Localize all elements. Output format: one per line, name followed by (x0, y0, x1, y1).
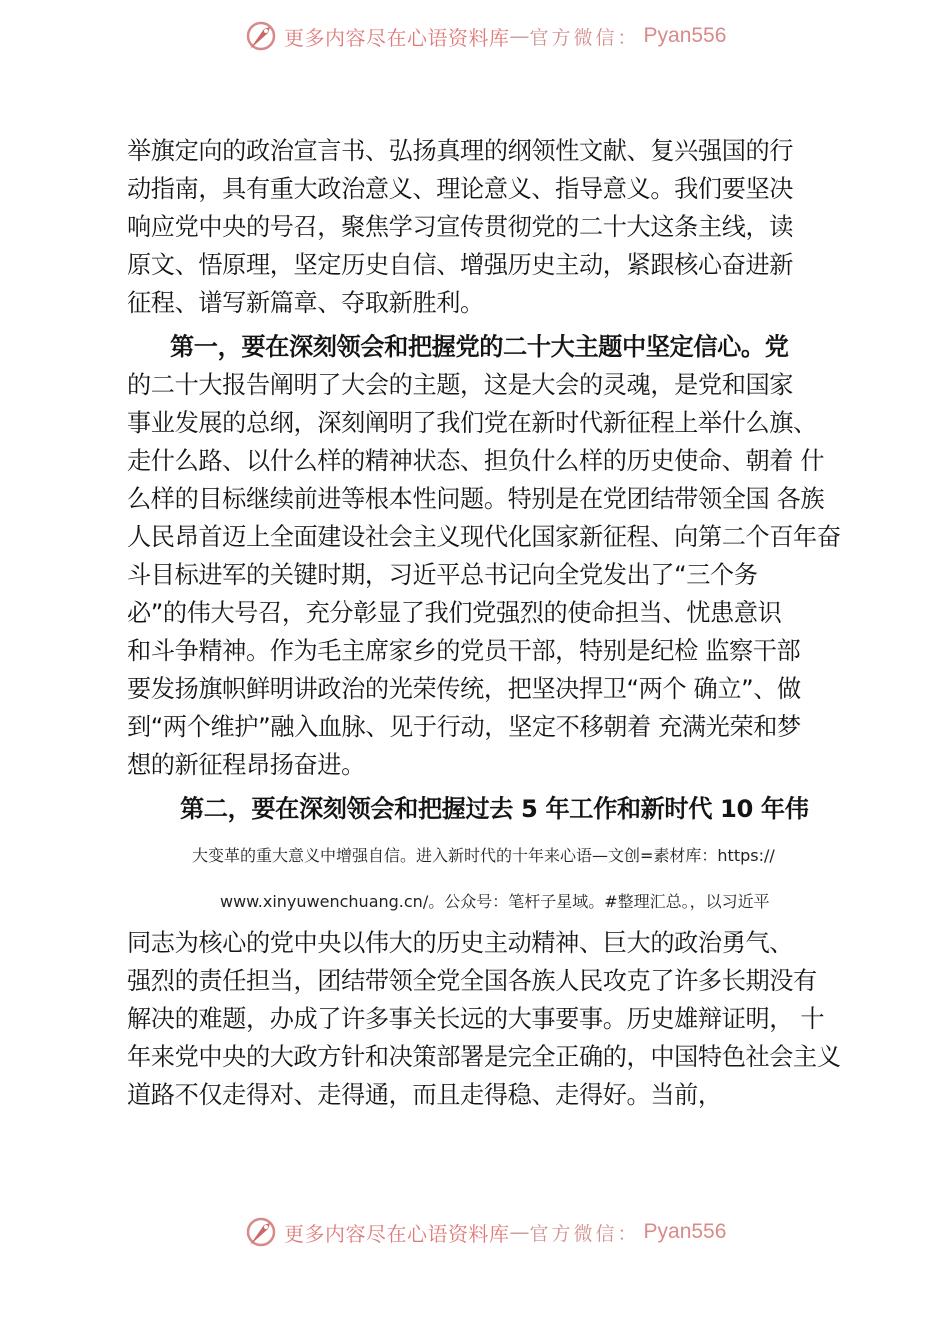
banner-dash: — (509, 24, 530, 48)
text-line: 年来党中央的大政方针和决策部署是完全正确的，中国特色社会主义 (127, 1043, 841, 1071)
text-line: 征程、谱写新篇章、夺取新胜利。 (127, 289, 484, 317)
text-line: 到“两个维护”融入血脉、见于行动，坚定不移朝着 充满光荣和梦 (127, 713, 801, 741)
banner-wechat-label: 官方微信： (529, 26, 640, 49)
small-text-line: www.xinyuwenchuang.cn/。公众号：笔杆子星域。#整理汇总。，以习近平 (220, 892, 770, 911)
text-line: 么样的目标继续前进等根本性问题。特别是在党团结带领全国 各族 (127, 485, 825, 513)
text-line: 强烈的责任担当，团结带领全党全国各族人民攻克了许多长期没有 (127, 967, 817, 995)
text-line: 动指南，具有重大政治意义、理论意义、指导意义。我们要坚决 (127, 175, 794, 203)
text-line: 事业发展的总纲，深刻阐明了我们党在新时代新征程上举什么旗、 (127, 409, 817, 437)
text-line: 响应党中央的号召，聚焦学习宣传贯彻党的二十大这条主线，读 (127, 213, 794, 241)
pen-nib-logo-icon (244, 1215, 278, 1249)
text-line: 人民昂首迈上全面建设社会主义现代化国家新征程、向第二个百年奋 (127, 523, 841, 551)
banner-wechat-id: Pyan556 (643, 1220, 727, 1243)
section-heading-2: 第二，要在深刻领会和把握过去 5 年工作和新时代 10 年伟 (180, 795, 809, 823)
text-line: 解决的难题，办成了许多事关长远的大事要事。历史雄辩证明， 十 (127, 1005, 825, 1033)
text-line: 举旗定向的政治宣言书、弘扬真理的纲领性文献、复兴强国的行 (127, 137, 794, 165)
banner-wechat-id: Pyan556 (643, 24, 727, 47)
pen-nib-logo-icon (244, 19, 278, 53)
text-line: 同志为核心的党中央以伟大的历史主动精神、巨大的政治勇气、 (127, 929, 794, 957)
banner-wechat-label: 官方微信： (529, 1222, 640, 1245)
text-line: 走什么路、以什么样的精神状态、担负什么样的历史使命、朝着 什 (127, 447, 825, 475)
header-banner (244, 16, 744, 56)
banner-main-text: 更多内容尽在心语资料库 (284, 25, 510, 50)
text-line: 和斗争精神。作为毛主席家乡的党员干部，特别是纪检 监察干部 (127, 637, 801, 665)
text-line: 想的新征程昂扬奋进。 (127, 751, 365, 779)
footer-banner (244, 1212, 744, 1252)
text-line: 要发扬旗帜鲜明讲政治的光荣传统，把坚决捍卫“两个 确立”、做 (127, 675, 801, 703)
text-line: 斗目标进军的关键时期，习近平总书记向全党发出了“三个务 (127, 561, 758, 589)
text-line: 的二十大报告阐明了大会的主题，这是大会的灵魂，是党和国家 (127, 371, 794, 399)
text-line: 必”的伟大号召，充分彰显了我们党强烈的使命担当、忧患意识 (127, 599, 782, 627)
banner-main-text: 更多内容尽在心语资料库 (284, 1221, 510, 1246)
section-heading-1: 第一，要在深刻领会和把握党的二十大主题中坚定信心。党 (170, 333, 789, 361)
banner-dash: — (509, 1220, 530, 1244)
small-text-line: 大变革的重大意义中增强自信。进入新时代的十年来心语—文创=素材库：https:// (192, 846, 775, 865)
text-line: 原文、悟原理，坚定历史自信、增强历史主动，紧跟核心奋进新 (127, 251, 794, 279)
text-line: 道路不仅走得对、走得通，而且走得稳、走得好。当前， (127, 1081, 722, 1109)
